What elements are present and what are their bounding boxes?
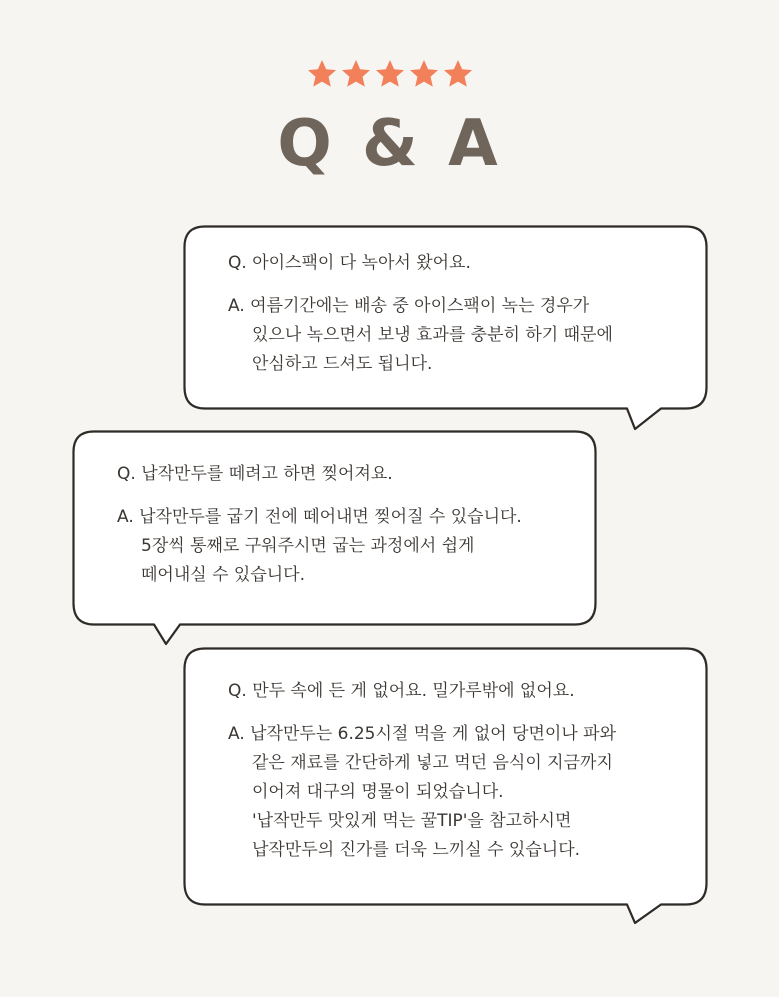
star-icon — [408, 58, 440, 90]
qa-bubble-3 — [183, 647, 708, 927]
answer-line: A. 납작만두는 6.25시절 먹을 게 없어 당면이나 파와 — [228, 724, 617, 744]
answer-line: '납작만두 맛있게 먹는 꿀TIP'을 참고하시면 — [252, 811, 572, 831]
answer-line: A. 납작만두를 굽기 전에 떼어내면 찢어질 수 있습니다. — [117, 507, 522, 527]
question-text: Q. 납작만두를 떼려고 하면 찢어져요. — [117, 464, 393, 484]
question-text: Q. 만두 속에 든 게 없어요. 밀가루밖에 없어요. — [228, 681, 575, 701]
star-icon — [306, 58, 338, 90]
qa-bubble-1 — [183, 225, 708, 435]
qa-bubble-2 — [72, 430, 597, 652]
answer-text — [228, 720, 698, 865]
qa-text — [117, 460, 587, 590]
rating-stars — [0, 58, 779, 90]
star-icon — [340, 58, 372, 90]
answer-line: 같은 재료를 간단하게 넣고 먹던 음식이 지금까지 — [252, 753, 613, 773]
qa-text — [228, 677, 698, 865]
star-icon — [374, 58, 406, 90]
answer-line: 이어져 대구의 명물이 되었습니다. — [252, 782, 504, 802]
answer-text — [228, 292, 698, 379]
page-title: Q & A — [277, 107, 502, 181]
star-icon — [442, 58, 474, 90]
answer-line: 안심하고 드셔도 됩니다. — [252, 354, 433, 374]
question-text: Q. 아이스팩이 다 녹아서 왔어요. — [228, 253, 471, 273]
answer-line: 납작만두의 진가를 더욱 느끼실 수 있습니다. — [252, 840, 581, 860]
qa-text — [228, 249, 698, 379]
answer-text — [117, 503, 587, 590]
answer-line: 있으나 녹으면서 보냉 효과를 충분히 하기 때문에 — [252, 325, 613, 345]
answer-line: A. 여름기간에는 배송 중 아이스팩이 녹는 경우가 — [228, 296, 590, 316]
answer-line: 떼어내실 수 있습니다. — [141, 565, 306, 585]
answer-line: 5장씩 통째로 구워주시면 굽는 과정에서 쉽게 — [141, 536, 475, 556]
